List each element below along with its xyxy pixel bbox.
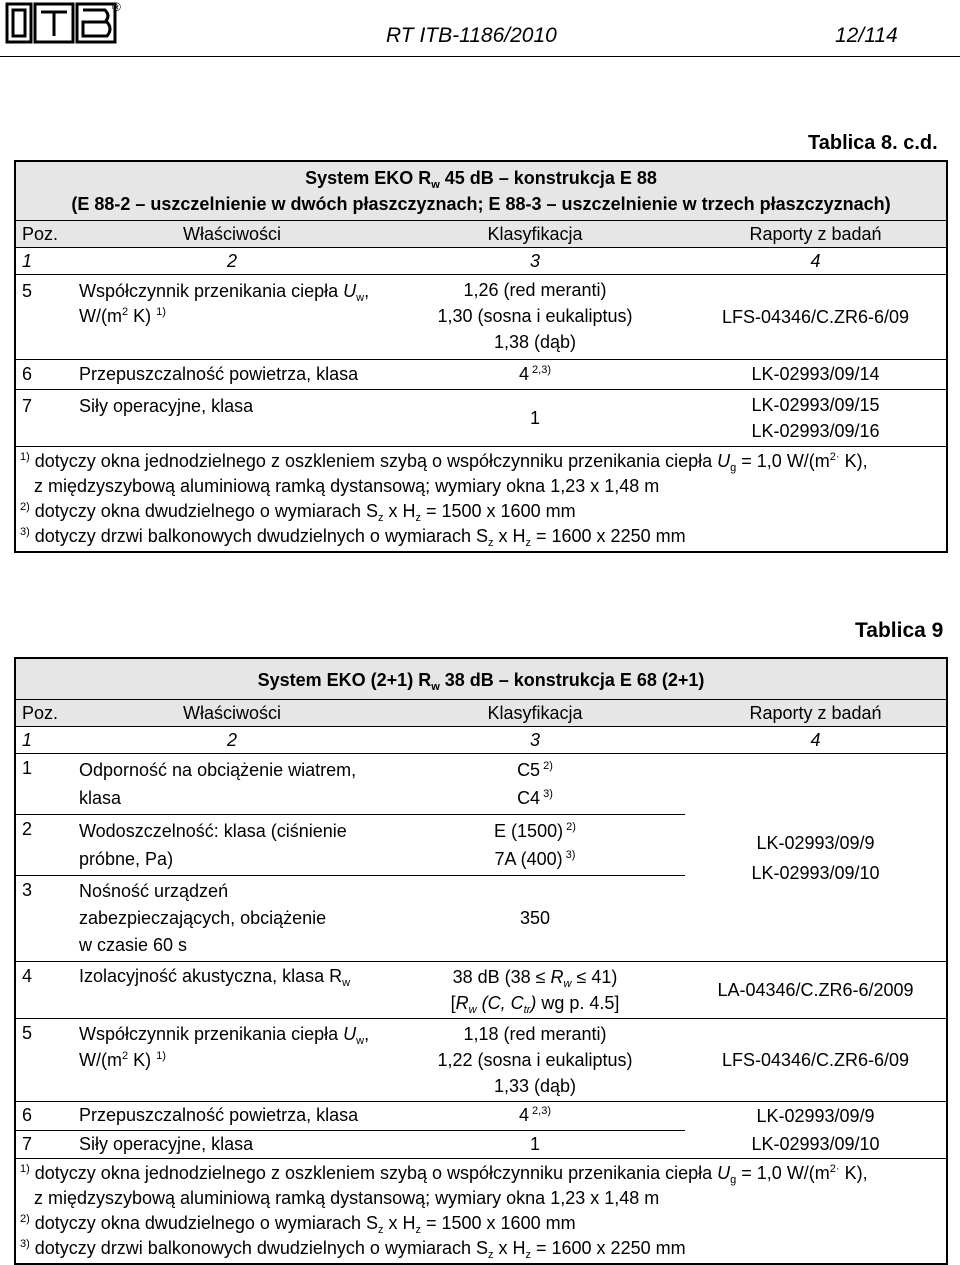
row-property: Odporność na obciążenie wiatrem, klasa <box>79 754 385 815</box>
table8-number-row <box>15 248 947 275</box>
table9-title: System EKO (2+1) $R_w$ 38 dB – konstrukcja E 68 (2+1) <box>15 658 947 700</box>
table9-caption: Tablica 9 <box>855 619 944 642</box>
row-classification: E (1500) $^{2)}$ 7A (400) $^{3)}$ <box>385 815 685 876</box>
page-number: 12/114 <box>835 24 898 47</box>
row-classification: 4 $^{2,3)}$ <box>385 360 685 390</box>
table-row <box>15 275 947 360</box>
col-number: 3 <box>385 248 685 275</box>
table-row <box>15 360 947 390</box>
row-report: LFS-04346/C.ZR6-6/09 <box>685 275 947 360</box>
table-row <box>15 754 947 815</box>
col-number: 3 <box>385 727 685 754</box>
row-number: 3 <box>15 876 79 962</box>
row-property: Izolacyjność akustyczna, klasa $R_w$ <box>79 962 385 1019</box>
col-number: 2 <box>79 248 385 275</box>
col-number: 1 <box>15 248 79 275</box>
table-row <box>15 390 947 447</box>
row-classification: 1 <box>385 390 685 447</box>
row-report: LK-02993/09/9 LK-02993/09/10 <box>685 754 947 962</box>
itb-logo <box>5 2 123 44</box>
row-report: LA-04346/C.ZR6-6/2009 <box>685 962 947 1019</box>
col-number: 4 <box>685 248 947 275</box>
col-number: 4 <box>685 727 947 754</box>
table8-title: System EKO $R_w$ 45 dB – konstrukcja E 88 (E 88-2 – uszczelnienie w dwóch płaszczyznach; E 88-3 – uszczelnienie w trzech płaszczyznach) <box>15 161 947 221</box>
row-number: 7 <box>15 1130 79 1159</box>
row-report: LK-02993/09/15 LK-02993/09/16 <box>685 390 947 447</box>
col-header-classification: Klasyfikacja <box>385 700 685 727</box>
row-classification: 38 dB $(38 \le R_w \le 41)$ [$R_w$ (C, $C_{tr}$) wg p. 4.5] <box>385 962 685 1019</box>
col-header-reports: Raporty z badań <box>685 700 947 727</box>
row-classification: 1,26 (red meranti) 1,30 (sosna i eukaliptus) 1,38 (dąb) <box>385 275 685 360</box>
row-number: 6 <box>15 360 79 390</box>
row-number: 5 <box>15 275 79 360</box>
col-number: 2 <box>79 727 385 754</box>
row-classification: 1 <box>385 1130 685 1159</box>
table9 <box>14 657 948 1265</box>
row-classification: C5 $^{2)}$ C4 $^{3)}$ <box>385 754 685 815</box>
footnotes: $^{1)}$ dotyczy okna jednodzielnego z oszkleniem szybą o współczynniku przenikania ciepła $U_g = 1,0$ $W/(m^{2\cdot}$ K), z międzyszybową aluminiową ramką dystansową; wymiary okna 1,23 x 1,48 m $^{2)}$ dotyczy okna dwudzielnego o wymiarach $S_z$ x $H_z = 1500$ x 1600 mm $^{3)}$ dotyczy drzwi balkonowych dwudzielnych o wymiarach $S_z$ x $H_z = 1600$ x 2250 mm <box>20 451 868 549</box>
row-report: LK-02993/09/14 <box>685 360 947 390</box>
row-number: 6 <box>15 1102 79 1131</box>
row-number: 5 <box>15 1019 79 1102</box>
row-classification: 4 $^{2,3)}$ <box>385 1102 685 1131</box>
table-row <box>15 962 947 1019</box>
row-number: 7 <box>15 390 79 447</box>
row-report: LK-02993/09/9 LK-02993/09/10 <box>685 1102 947 1159</box>
row-classification: 350 <box>385 876 685 962</box>
col-header-reports: Raporty z badań <box>685 221 947 248</box>
row-property: Przepuszczalność powietrza, klasa <box>79 1102 385 1131</box>
table-row <box>15 1019 947 1102</box>
row-property: Współczynnik przenikania ciepła $U_w$, $W/(m^2$ K) $^{1)}$ <box>79 1019 385 1102</box>
row-property: Wodoszczelność: klasa (ciśnienie próbne, Pa) <box>79 815 385 876</box>
row-number: 2 <box>15 815 79 876</box>
table8 <box>14 160 948 553</box>
table9-footnotes <box>15 1159 947 1265</box>
col-header-properties: Właściwości <box>79 221 385 248</box>
row-classification: 1,18 (red meranti) 1,22 (sosna i eukaliptus) 1,33 (dąb) <box>385 1019 685 1102</box>
row-report: LFS-04346/C.ZR6-6/09 <box>685 1019 947 1102</box>
col-header-poz: Poz. <box>15 700 79 727</box>
row-property: Siły operacyjne, klasa <box>79 1130 385 1159</box>
table8-header-row <box>15 221 947 248</box>
table-row <box>15 1102 947 1131</box>
header-rule <box>0 56 960 57</box>
row-property: Współczynnik przenikania ciepła $U_w$, $W/(m^2$ K) $^{1)}$ <box>79 275 385 360</box>
row-property: Przepuszczalność powietrza, klasa <box>79 360 385 390</box>
row-property: Siły operacyjne, klasa <box>79 390 385 447</box>
col-header-poz: Poz. <box>15 221 79 248</box>
row-property: Nośność urządzeń zabezpieczających, obciążenie w czasie 60 s <box>79 876 385 962</box>
col-header-properties: Właściwości <box>79 700 385 727</box>
row-number: 1 <box>15 754 79 815</box>
table9-number-row <box>15 727 947 754</box>
col-header-classification: Klasyfikacja <box>385 221 685 248</box>
row-number: 4 <box>15 962 79 1019</box>
table8-footnotes <box>15 447 947 553</box>
registered-mark: ® <box>112 0 121 14</box>
footnotes: $^{1)}$ dotyczy okna jednodzielnego z oszkleniem szybą o współczynniku przenikania ciepła $U_g = 1,0$ $W/(m^{2\cdot}$ K), z międzyszybową aluminiową ramką dystansową; wymiary okna 1,23 x 1,48 m $^{2)}$ dotyczy okna dwudzielnego o wymiarach $S_z$ x $H_z = 1500$ x 1600 mm $^{3)}$ dotyczy drzwi balkonowych dwudzielnych o wymiarach $S_z$ x $H_z = 1600$ x 2250 mm <box>20 1163 868 1261</box>
document-id: RT ITB-1186/2010 <box>386 24 557 47</box>
table8-caption: Tablica 8. c.d. <box>808 132 938 154</box>
col-number: 1 <box>15 727 79 754</box>
table9-header-row <box>15 700 947 727</box>
